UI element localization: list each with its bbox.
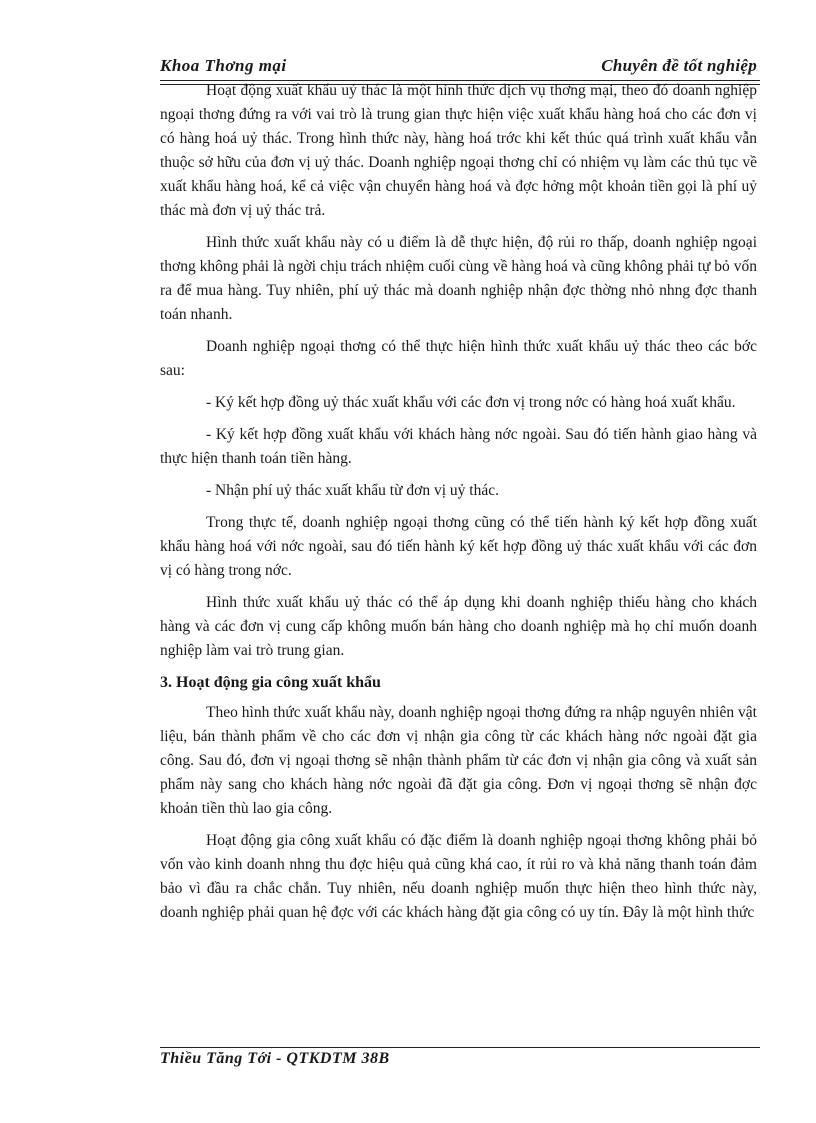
header-title: Chuyên đề tốt nghiệp (601, 56, 757, 75)
paragraph-7: Hoạt động gia công xuất khẩu có đặc điểm là doanh nghiệp ngoại thơng không phải bỏ vốn vào kinh doanh nhng thu đợc hiệu quả cũng khá cao, ít rủi ro và khả năng thanh toán đảm bảo vì đầu ra chắc chắn. Tuy nhiên, nếu doanh nghiệp muốn thực hiện theo hình thức này, doanh nghiệp phải quan hệ đợc với các khách hàng đặt gia công có uy tín. Đây là một hình thức (160, 832, 757, 921)
page-footer: Thiều Tăng Tới - QTKDTM 38B (160, 1050, 390, 1067)
paragraph-4: Trong thực tế, doanh nghiệp ngoại thơng cũng có thể tiến hành ký kết hợp đồng xuất khẩu hàng hoá với nớc ngoài, sau đó tiến hành ký kết hợp đồng uỷ thác xuất khẩu với các đơn vị có hàng trong nớc. (160, 514, 757, 579)
paragraph-6: Theo hình thức xuất khẩu này, doanh nghiệp ngoại thơng đứng ra nhập nguyên nhiên vật liệu, bán thành phẩm về cho các đơn vị nhận gia công từ các khách hàng nớc ngoài đặt gia công. Sau đó, đơn vị ngoại thơng sẽ nhận thành phẩm từ các đơn vị nhận gia công và xuất sản phẩm này sang cho khách hàng nớc ngoài đã đặt gia công. Đơn vị ngoại thơng sẽ nhận đợc khoản tiền thù lao gia công. (160, 704, 757, 817)
paragraph-2: Hình thức xuất khẩu này có u điểm là dễ thực hiện, độ rủi ro thấp, doanh nghiệp ngoại thơng không phải là ngời chịu trách nhiệm cuối cùng về hàng hoá và cũng không phải tự bỏ vốn ra để mua hàng. Tuy nhiên, phí uỷ thác mà doanh nghiệp nhận đợc thờng nhỏ nhng đợc thanh toán nhanh. (160, 234, 757, 323)
header-faculty: Khoa Thơng mại (160, 56, 287, 75)
document-body (160, 79, 757, 1041)
bullet-1: - Ký kết hợp đồng uỷ thác xuất khẩu với các đơn vị trong nớc có hàng hoá xuất khẩu. (206, 394, 736, 411)
bullet-2: - Ký kết hợp đồng xuất khẩu với khách hàng nớc ngoài. Sau đó tiến hành giao hàng và thực hiện thanh toán tiền hàng. (160, 426, 757, 467)
footer-rule (160, 1047, 760, 1048)
paragraph-5: Hình thức xuất khẩu uỷ thác có thể áp dụng khi doanh nghiệp thiếu hàng cho khách hàng và các đơn vị cung cấp không muốn bán hàng cho doanh nghiệp mà họ chỉ muốn doanh nghiệp làm vai trò trung gian. (160, 594, 757, 659)
paragraph-1: Hoạt động xuất khẩu uỷ thác là một hình thức dịch vụ thơng mại, theo đó doanh nghiệp ngoại thơng đứng ra với vai trò là trung gian thực hiện việc xuất khẩu hàng hoá cho các đơn vị có hàng hoá uỷ thác. Trong hình thức này, hàng hoá trớc khi kết thúc quá trình xuất khẩu vẫn thuộc sở hữu của đơn vị uỷ thác. Doanh nghiệp ngoại thơng chỉ có nhiệm vụ làm các thủ tục về xuất khẩu hàng hoá, kể cả việc vận chuyển hàng hoá và đợc hởng một khoản tiền gọi là phí uỷ thác mà đơn vị uỷ thác trả. (160, 82, 757, 219)
bullet-3: - Nhận phí uỷ thác xuất khẩu từ đơn vị uỷ thác. (206, 482, 499, 499)
paragraph-3: Doanh nghiệp ngoại thơng có thể thực hiện hình thức xuất khẩu uỷ thác theo các bớc sau: (160, 338, 757, 379)
section-heading: 3. Hoạt động gia công xuất khẩu (160, 674, 381, 691)
